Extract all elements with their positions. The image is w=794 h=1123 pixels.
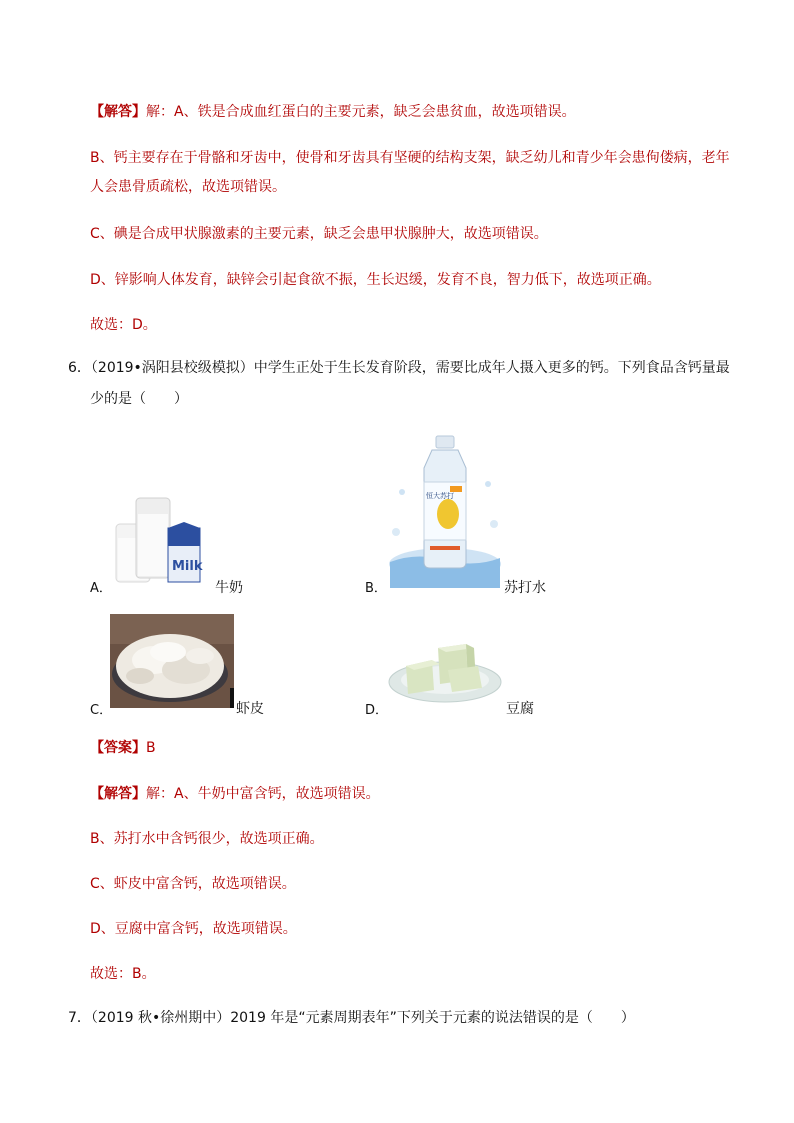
q5-explanation-line-c: C、碘是合成甲状腺激素的主要元素，缺乏会患甲状腺肿大，故选项错误。 — [90, 226, 548, 242]
q6-stem-line2: 少的是（ ） — [90, 391, 188, 407]
q7-stem: 7．（2019 秋•徐州期中）2019 年是“元素周期表年”下列关于元素的说法错误的是（ ） — [68, 1010, 635, 1026]
option-d-label: 豆腐 — [506, 701, 534, 717]
q6-explanation-line-a — [90, 784, 380, 804]
dried-shrimp-image — [110, 614, 234, 708]
q6-stem-line1: 6．（2019•涡阳县校级模拟）中学生正处于生长发育阶段，需要比成年人摄入更多的钙。下列食品含钙量最 — [68, 360, 730, 376]
milk-pack-text: Milk — [172, 559, 203, 574]
explanation-tag: 【解答】 — [90, 786, 146, 802]
soda-water-bottle-image — [386, 432, 504, 588]
option-a-label: 牛奶 — [215, 580, 243, 596]
q6-answer-summary: 故选：B。 — [90, 966, 156, 982]
q6-explanation-line-b: B、苏打水中含钙很少，故选项正确。 — [90, 831, 324, 847]
option-c-letter: C． — [90, 703, 113, 718]
q5-explanation-line-a — [90, 102, 576, 122]
option-b-label: 苏打水 — [504, 580, 546, 596]
q6-explanation-line-d: D、豆腐中富含钙，故选项错误。 — [90, 921, 297, 937]
q5-explanation-line-b2: 人会患骨质疏松，故选项错误。 — [90, 179, 286, 195]
answer-tag: 【答案】 — [90, 740, 146, 756]
bottle-text: 恒大苏打 — [426, 492, 454, 500]
q5-explanation-line-b1: B、钙主要存在于骨骼和牙齿中，使骨和牙齿具有坚硬的结构支架，缺乏幼儿和青少年会患佝偻病，老年 — [90, 150, 730, 166]
option-b-letter: B． — [365, 581, 387, 596]
q5-explanation-line-d: D、锌影响人体发育，缺锌会引起食欲不振，生长迟缓，发育不良，智力低下，故选项正确。 — [90, 272, 661, 288]
option-d-letter: D． — [365, 703, 389, 718]
explanation-tag: 【解答】 — [90, 104, 146, 120]
milk-image — [110, 494, 208, 586]
answer-value: B — [146, 740, 156, 756]
explanation-text: 解：A、牛奶中富含钙，故选项错误。 — [146, 786, 380, 802]
explanation-text: 解：A、铁是合成血红蛋白的主要元素，缺乏会患贫血，故选项错误。 — [146, 104, 576, 120]
q6-explanation-line-c: C、虾皮中富含钙，故选项错误。 — [90, 876, 296, 892]
tofu-image — [386, 626, 504, 708]
q6-answer-line — [90, 738, 156, 758]
q5-answer-line: 故选：D。 — [90, 317, 157, 333]
option-a-letter: A． — [90, 581, 112, 596]
option-c-label: 虾皮 — [236, 701, 264, 717]
